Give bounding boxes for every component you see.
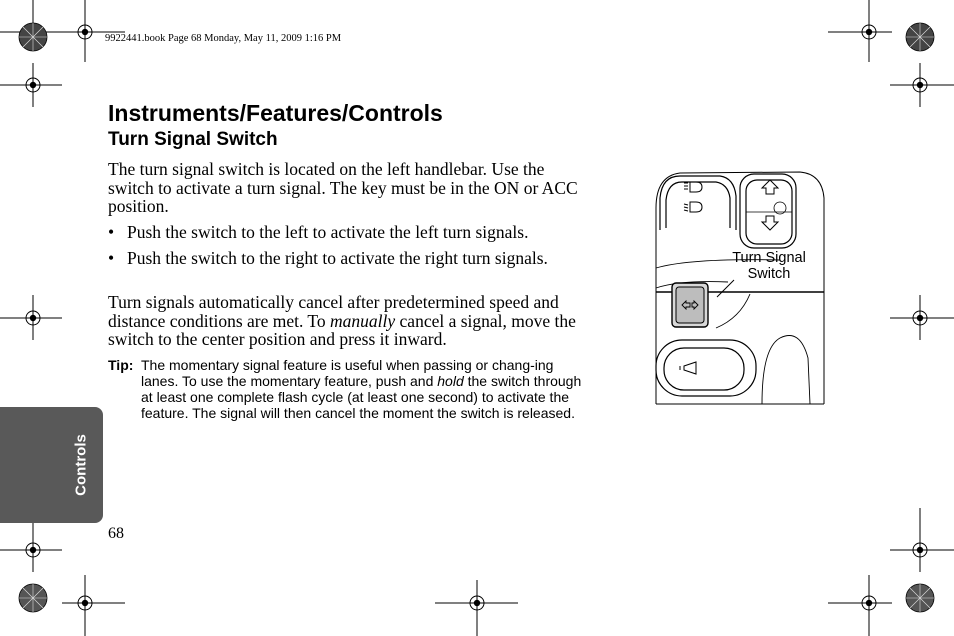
bullet-text: Push the switch to the right to activate the right turn signals. xyxy=(127,248,548,268)
tip-note xyxy=(108,357,590,421)
bullet-text: Push the switch to the left to activate the left turn signals. xyxy=(127,222,529,242)
cancel-text-emphasis: manually xyxy=(330,310,396,331)
bullet-right-signal xyxy=(108,249,578,268)
tip-label: Tip: xyxy=(108,357,134,373)
page-number: 68 xyxy=(108,525,124,542)
turn-signal-switch-callout xyxy=(726,250,812,282)
print-header: 9922441.book Page 68 Monday, May 11, 2009 1:16 PM xyxy=(105,33,342,44)
tip-text-emphasis: hold xyxy=(437,373,464,389)
callout-line-1: Turn Signal xyxy=(732,250,806,266)
cancel-paragraph xyxy=(108,293,588,349)
intro-paragraph: The turn signal switch is located on the left handlebar. Use the switch to activate a turn signal. The key must be in the ON or ACC position. xyxy=(108,159,578,216)
tip-text-end: the switch through at least one complete flash cycle (at least one second) to activate the feature. The signal will then cancel the moment the switch is released. xyxy=(141,373,582,421)
tip-text-start: The momentary signal feature is useful when passing or chang-ing lanes. To use the momentary feature, push and xyxy=(141,357,554,389)
page-title: Instruments/Features/Controls xyxy=(108,100,443,126)
turn-signal-switch-figure xyxy=(650,168,830,408)
bullet-left-signal xyxy=(108,223,578,242)
callout-line-2: Switch xyxy=(747,266,791,282)
section-title: Turn Signal Switch xyxy=(108,129,278,150)
bullet-dot: • xyxy=(108,248,115,268)
cancel-text-start: Turn signals automatically cancel after predetermined speed and distance conditions are met. To xyxy=(108,292,559,331)
side-tab-label: Controls xyxy=(72,434,90,496)
cancel-text-end: cancel a signal, move the switch to the center position and press it inward. xyxy=(108,310,576,349)
bullet-dot: • xyxy=(108,222,115,242)
tip-text xyxy=(141,357,590,421)
